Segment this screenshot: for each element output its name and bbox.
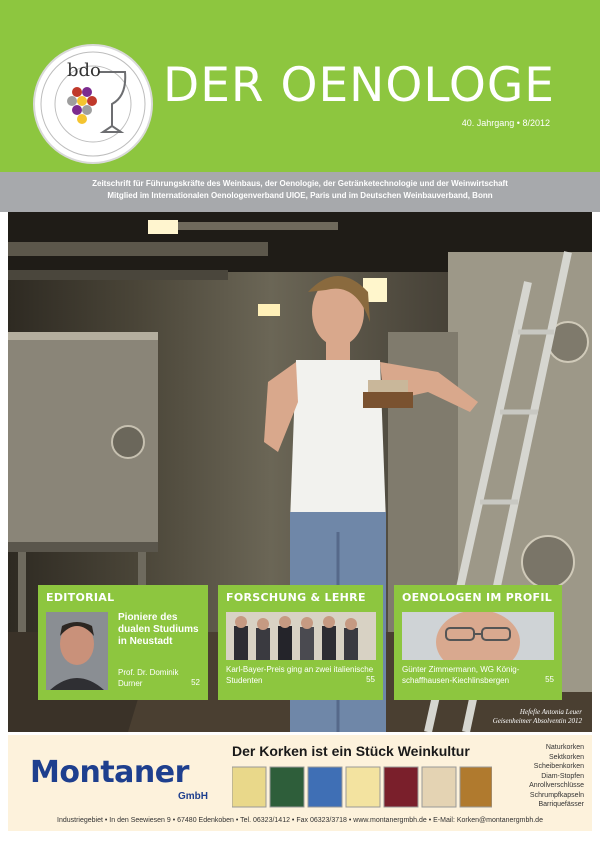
ad-contact-line: Industriegebiet • In den Seewiesen 9 • 67480 Edenkoben • Tel. 06323/1412 • Fax 06323/3718 • www.montanergmbh.de • E-Mail: Korken@montanergmbh.de: [57, 817, 543, 824]
teaser-caption: Günter Zimmermann, WG König-schaffhausen-Kiechlinsbergen: [402, 665, 520, 685]
product-item: Diam-Stopfen: [541, 772, 584, 780]
portrait-photo: [402, 612, 554, 660]
product-item: Barriquefässer: [538, 801, 584, 808]
product-images: [232, 765, 492, 809]
teaser-section-label: OENOLOGEN IM PROFIL: [402, 591, 553, 604]
issue-number: 40. Jahrgang • 8/2012: [461, 118, 550, 128]
subtitle-line-1: Zeitschrift für Führungskräfte des Weinbaus, der Oenologie, der Getränketechnologie und der Weinwirtschaft: [92, 179, 508, 188]
group-photo: [226, 612, 376, 660]
association-logo: [33, 44, 153, 164]
masthead: [0, 0, 600, 172]
photo-credit-role: Geisenheimer Absolventin 2012: [492, 717, 582, 725]
teaser-research[interactable]: [218, 585, 383, 700]
teaser-section-label: FORSCHUNG & LEHRE: [226, 591, 366, 604]
photo-credit: [493, 708, 582, 726]
teaser-section-label: EDITORIAL: [46, 591, 115, 604]
teaser-editorial[interactable]: [38, 585, 208, 700]
teaser-caption: Karl-Bayer-Preis ging an zwei italienische Studenten: [226, 665, 374, 685]
teaser-headline: Pioniere des dualen Studiums in Neustadt: [118, 612, 199, 647]
teaser-page-number: 52: [191, 678, 200, 687]
portrait-photo: [46, 612, 108, 690]
logo-letters: bdo: [67, 60, 101, 81]
product-item: Schrumpfkapseln: [529, 791, 584, 799]
teaser-page-number: 55: [545, 675, 554, 684]
photo-credit-name: Hefefie Antonia Leuer: [519, 708, 582, 716]
product-item: Naturkorken: [545, 744, 584, 751]
subtitle-band: [0, 172, 600, 212]
montaner-advertisement[interactable]: [8, 735, 592, 831]
teaser-profile[interactable]: [394, 585, 562, 700]
teaser-caption: Prof. Dr. Dominik Durner: [118, 668, 179, 688]
product-item: Anrollverschlüsse: [529, 782, 584, 789]
teaser-page-number: 55: [366, 675, 375, 684]
magazine-title: DER OENOLOGE: [163, 58, 555, 113]
product-list: [508, 743, 584, 810]
product-item: Sektkorken: [548, 753, 584, 761]
ad-slogan: Der Korken ist ein Stück Weinkultur: [232, 743, 470, 759]
brand-suffix: GmbH: [178, 791, 208, 802]
brand-name: Montaner: [30, 755, 189, 790]
product-item: Scheibenkorken: [533, 763, 584, 770]
montaner-logo: [30, 755, 189, 790]
subtitle-line-2: Mitglied im Internationalen Oenologenverband UIOE, Paris und im Deutschen Weinbauverband, Bonn: [107, 191, 493, 200]
